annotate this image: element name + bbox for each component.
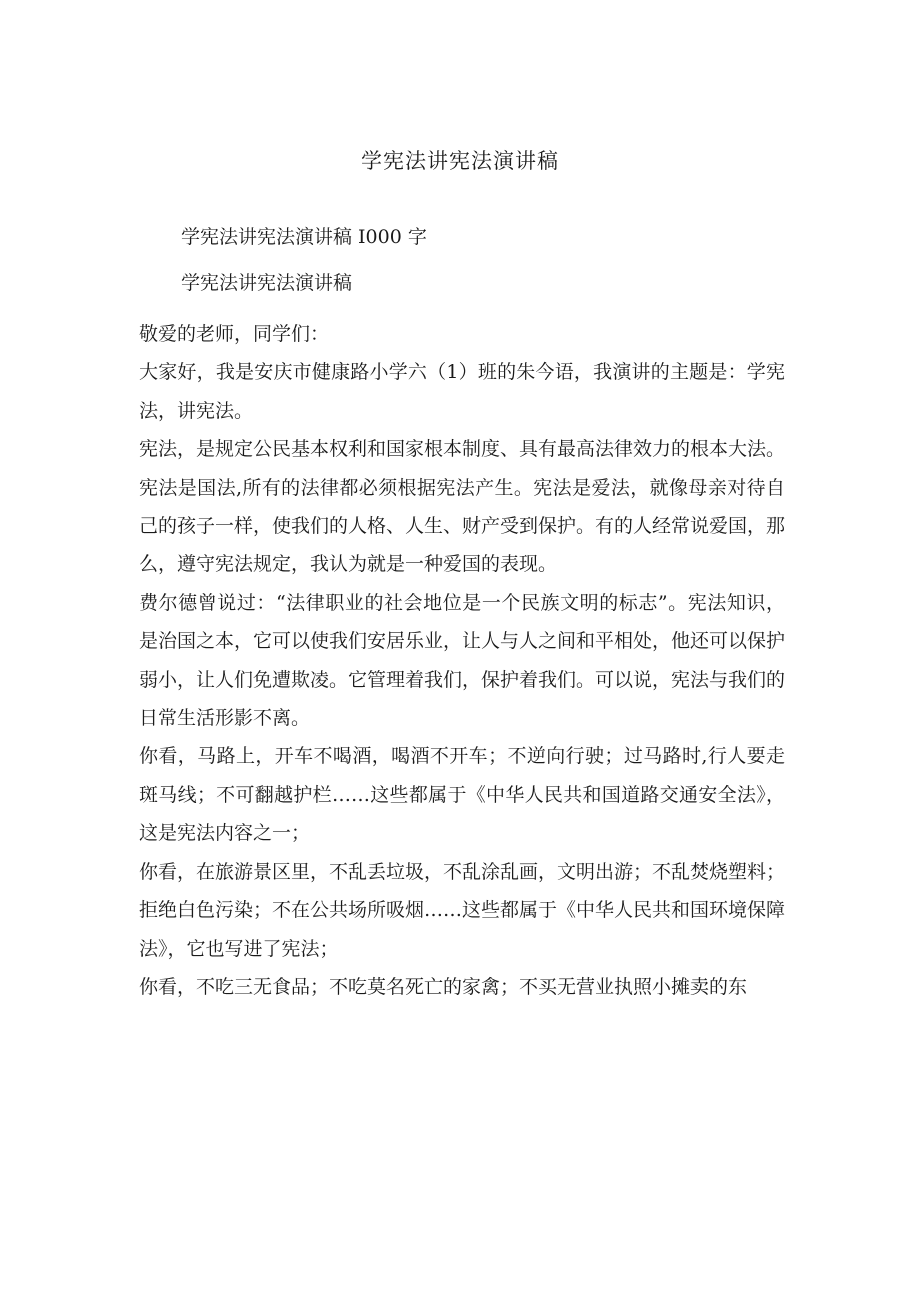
document-subtitle: 学宪法讲宪法演讲稿 I000 字 <box>181 226 427 248</box>
document-subtitle-secondary: 学宪法讲宪法演讲稿 <box>181 272 353 294</box>
document-title: 学宪法讲宪法演讲稿 <box>361 149 559 173</box>
paragraph-food-safety: 你看，不吃三无食品；不吃莫名死亡的家禽；不买无营业执照小摊卖的东 <box>139 975 748 998</box>
paragraph-law-knowledge: 费尔德曾说过：“法律职业的社会地位是一个民族文明的标志”。宪法知识，是治国之本，它可以使我们安居乐业，让人与人之间和平相处，他还可以保护弱小，让人们免遭欺凌。它管理着我们，保护着我们。可以说，宪法与我们的日常生活形影不离。 <box>139 591 786 730</box>
paragraph-traffic-law: 你看，马路上，开车不喝酒，喝酒不开车；不逆向行驶；过马路时,行人要走斑马线；不可翻越护栏……这些都属于《中华人民共和国道路交通安全法》，这是宪法内容之一； <box>139 745 785 845</box>
paragraph-constitution-definition: 宪法，是规定公民基本权利和国家根本制度、具有最高法律效力的根本大法。宪法是国法,所有的法律都必须根据宪法产生。宪法是爱法，就像母亲对待自己的孩子一样，使我们的人格、人生、财产受到保护。有的人经常说爱国，那么，遵守宪法规定，我认为就是一种爱国的表现。 <box>139 438 786 576</box>
paragraph-greeting: 敬爱的老师，同学们： <box>139 323 330 345</box>
document-body <box>139 315 785 1006</box>
paragraph-environment-law: 你看，在旅游景区里，不乱丢垃圾，不乱涂乱画，文明出游；不乱焚烧塑料；拒绝白色污染；不在公共场所吸烟……这些都属于《中华人民共和国环境保障法》，它也写进了宪法； <box>139 860 786 960</box>
paragraph-introduction: 大家好，我是安庆市健康路小学六（1）班的朱今语，我演讲的主题是：学宪法，讲宪法。 <box>139 361 785 422</box>
